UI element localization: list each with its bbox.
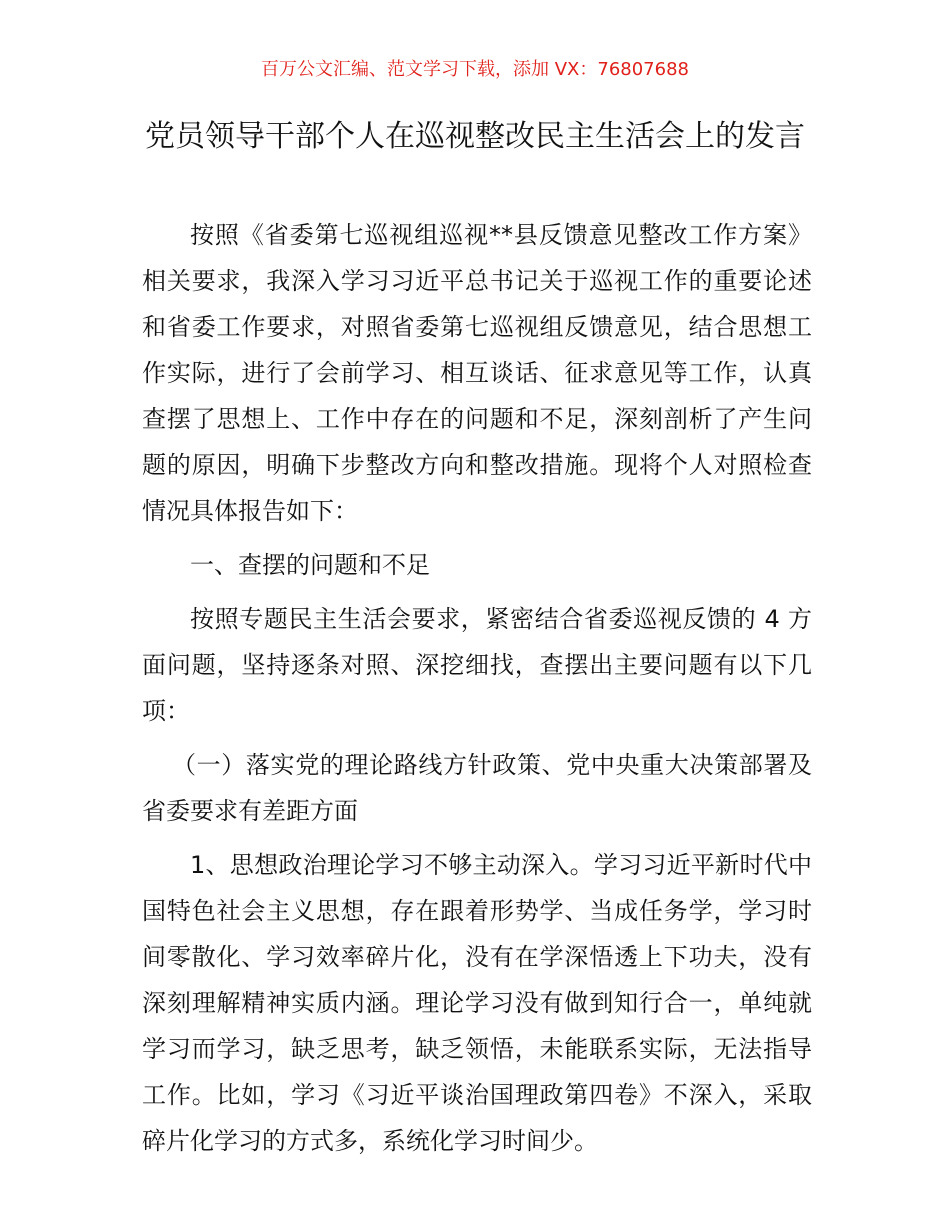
subsection-heading: （一）落实党的理论路线方针政策、党中央重大决策部署及省委要求有差距方面 [142, 751, 812, 825]
header-watermark-note: 百万公文汇编、范文学习下载，添加 VX：76807688 [261, 59, 689, 80]
section-intro-paragraph: 按照专题民主生活会要求，紧密结合省委巡视反馈的 4 方面问题，坚持逐条对照、深挖细找，查摆出主要问题有以下几项： [142, 605, 812, 725]
item-paragraph: 1、思想政治理论学习不够主动深入。学习习近平新时代中国特色社会主义思想，存在跟着形势学、当成任务学，学习时间零散化、学习效率碎片化，没有在学深悟透上下功夫，没有深刻理解精神实质内涵。理论学习没有做到知行合一，单纯就学习而学习，缺乏思考，缺乏领悟，未能联系实际，无法指导工作。比如，学习《习近平谈治国理政第四卷》不深入，采取碎片化学习的方式多，系统化学习时间少。 [142, 851, 812, 1155]
intro-paragraph: 按照《省委第七巡视组巡视**县反馈意见整改工作方案》相关要求，我深入学习习近平总书记关于巡视工作的重要论述和省委工作要求，对照省委第七巡视组反馈意见，结合思想工作实际，进行了会前学习、相互谈话、征求意见等工作，认真查摆了思想上、工作中存在的问题和不足，深刻剖析了产生问题的原因，明确下步整改方向和整改措施。现将个人对照检查情况具体报告如下： [142, 221, 812, 525]
document-title: 党员领导干部个人在巡视整改民主生活会上的发言 [145, 119, 805, 154]
section-heading: 一、查摆的问题和不足 [190, 551, 430, 579]
document-body [142, 212, 812, 1164]
